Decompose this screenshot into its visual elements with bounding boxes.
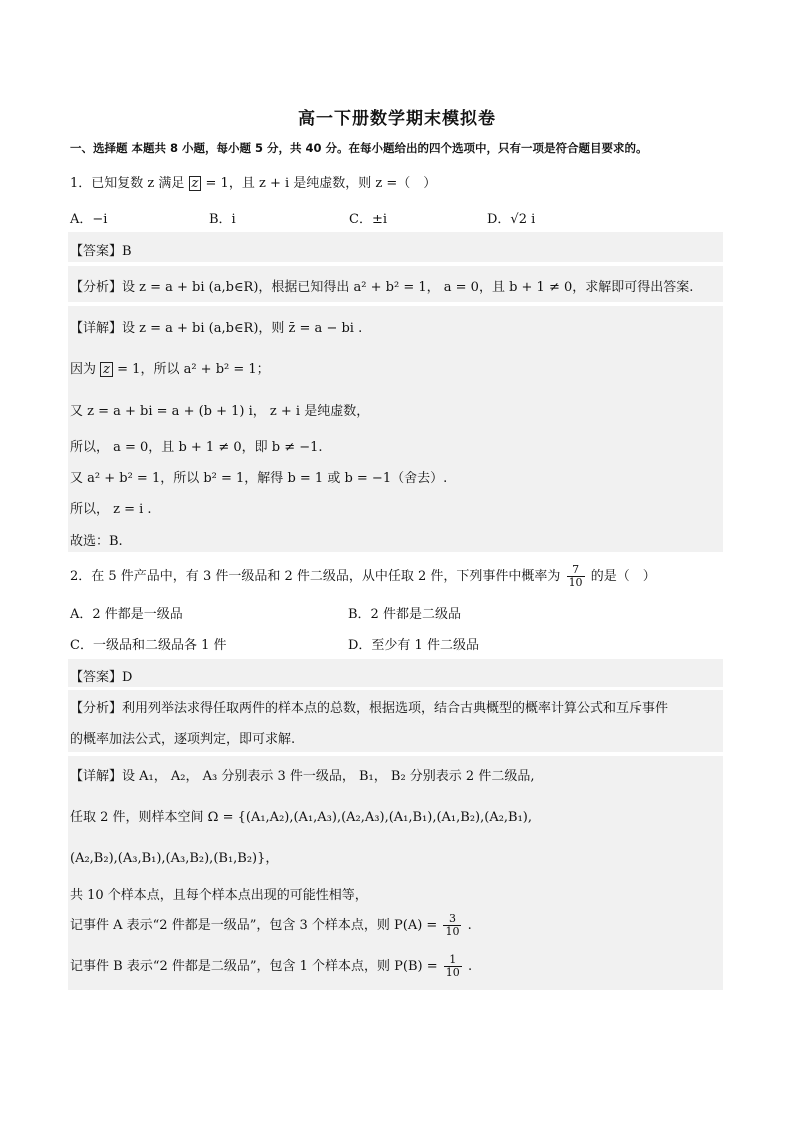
- q2-stem: 2．在 5 件产品中，有 3 件一级品和 2 件二级品，从中任取 2 件，下列事件中概率为 $\frac{7}{10}$ 的是（ ）: [70, 563, 656, 589]
- q1-answer-bg: [68, 232, 723, 262]
- q1-detail-line: 又 z = a + bi = a + (b + 1) i， z + i 是纯虚数，: [70, 404, 370, 419]
- q2-detail-line: 共 10 个样本点，且每个样本点出现的可能性相等，: [70, 888, 368, 903]
- fraction: $\frac{1}{10}$: [445, 953, 460, 979]
- q1-detail-line: 所以， z = i .: [70, 502, 152, 517]
- page-title: 高一下册数学期末模拟卷: [298, 109, 496, 129]
- q1-detail-line: 所以， a = 0，且 b + 1 ≠ 0，即 b ≠ −1.: [70, 440, 323, 455]
- q2-detail-line: 【详解】设 A₁， A₂， A₃ 分别表示 3 件一级品， B₁， B₂ 分别表示 2 件二级品,: [70, 769, 535, 784]
- q2-detail-line: 记事件 A 表示“2 件都是一级品”，包含 3 个样本点，则 P(A) = $\frac{3}{10}$ .: [70, 912, 472, 938]
- q2-option-d: D．至少有 1 件二级品: [348, 638, 479, 653]
- q1-analysis: 【分析】设 z = a + bi (a,b∈R)，根据已知得出 a² + b² = 1， a = 0，且 b + 1 ≠ 0，求解即可得出答案.: [70, 280, 694, 295]
- q1-detail-line: 因为 z = 1，所以 a² + b² = 1；: [70, 362, 270, 377]
- q2-answer: 【答案】D: [70, 670, 133, 685]
- fraction: $\frac{7}{10}$: [568, 563, 583, 589]
- q1-stem: 1．已知复数 z 满足 z = 1，且 z + i 是纯虚数，则 z =（ ）: [70, 176, 437, 191]
- q1-option-a: A．−i: [70, 212, 108, 227]
- q1-detail-line: 又 a² + b² = 1，所以 b² = 1，解得 b = 1 或 b = −1（舍去）.: [70, 471, 448, 486]
- q1-detail-line: 【详解】设 z = a + bi (a,b∈R)，则 z̄ = a − bi .: [70, 321, 363, 336]
- q2-detail-line: 记事件 B 表示“2 件都是二级品”，包含 1 个样本点，则 P(B) = $\frac{1}{10}$ .: [70, 953, 473, 979]
- q2-analysis: 【分析】利用列举法求得任取两件的样本点的总数，根据选项，结合古典概型的概率计算公式和互斥事件: [70, 701, 669, 716]
- q2-detail-line: 任取 2 件，则样本空间 Ω = {(A₁,A₂),(A₁,A₃),(A₂,A₃),(A₁,B₁),(A₁,B₂),(A₂,B₁),: [70, 810, 533, 825]
- section-header: 一、选择题 本题共 8 小题，每小题 5 分，共 40 分。在每小题给出的四个选项中，只有一项是符合题目要求的。: [70, 141, 648, 155]
- q1-detail-bg: [68, 306, 723, 552]
- q2-option-b: B．2 件都是二级品: [348, 607, 461, 622]
- abs-box: z: [100, 362, 113, 377]
- q1-option-d: D．√2 i: [487, 212, 536, 227]
- q1-detail-line: 故选：B.: [70, 534, 123, 549]
- q2-answer-bg: [68, 659, 723, 687]
- q2-option-a: A．2 件都是一级品: [70, 607, 183, 622]
- fraction: $\frac{3}{10}$: [445, 912, 460, 938]
- q1-answer: 【答案】B: [70, 244, 132, 259]
- q1-option-c: C．±i: [349, 212, 387, 227]
- q1-option-b: B．i: [209, 212, 236, 227]
- abs-box: z: [189, 176, 202, 191]
- q2-analysis: 的概率加法公式，逐项判定，即可求解.: [70, 732, 296, 747]
- q2-detail-line: (A₂,B₂),(A₃,B₁),(A₃,B₂),(B₁,B₂)}，: [70, 851, 279, 866]
- q2-option-c: C．一级品和二级品各 1 件: [70, 638, 227, 653]
